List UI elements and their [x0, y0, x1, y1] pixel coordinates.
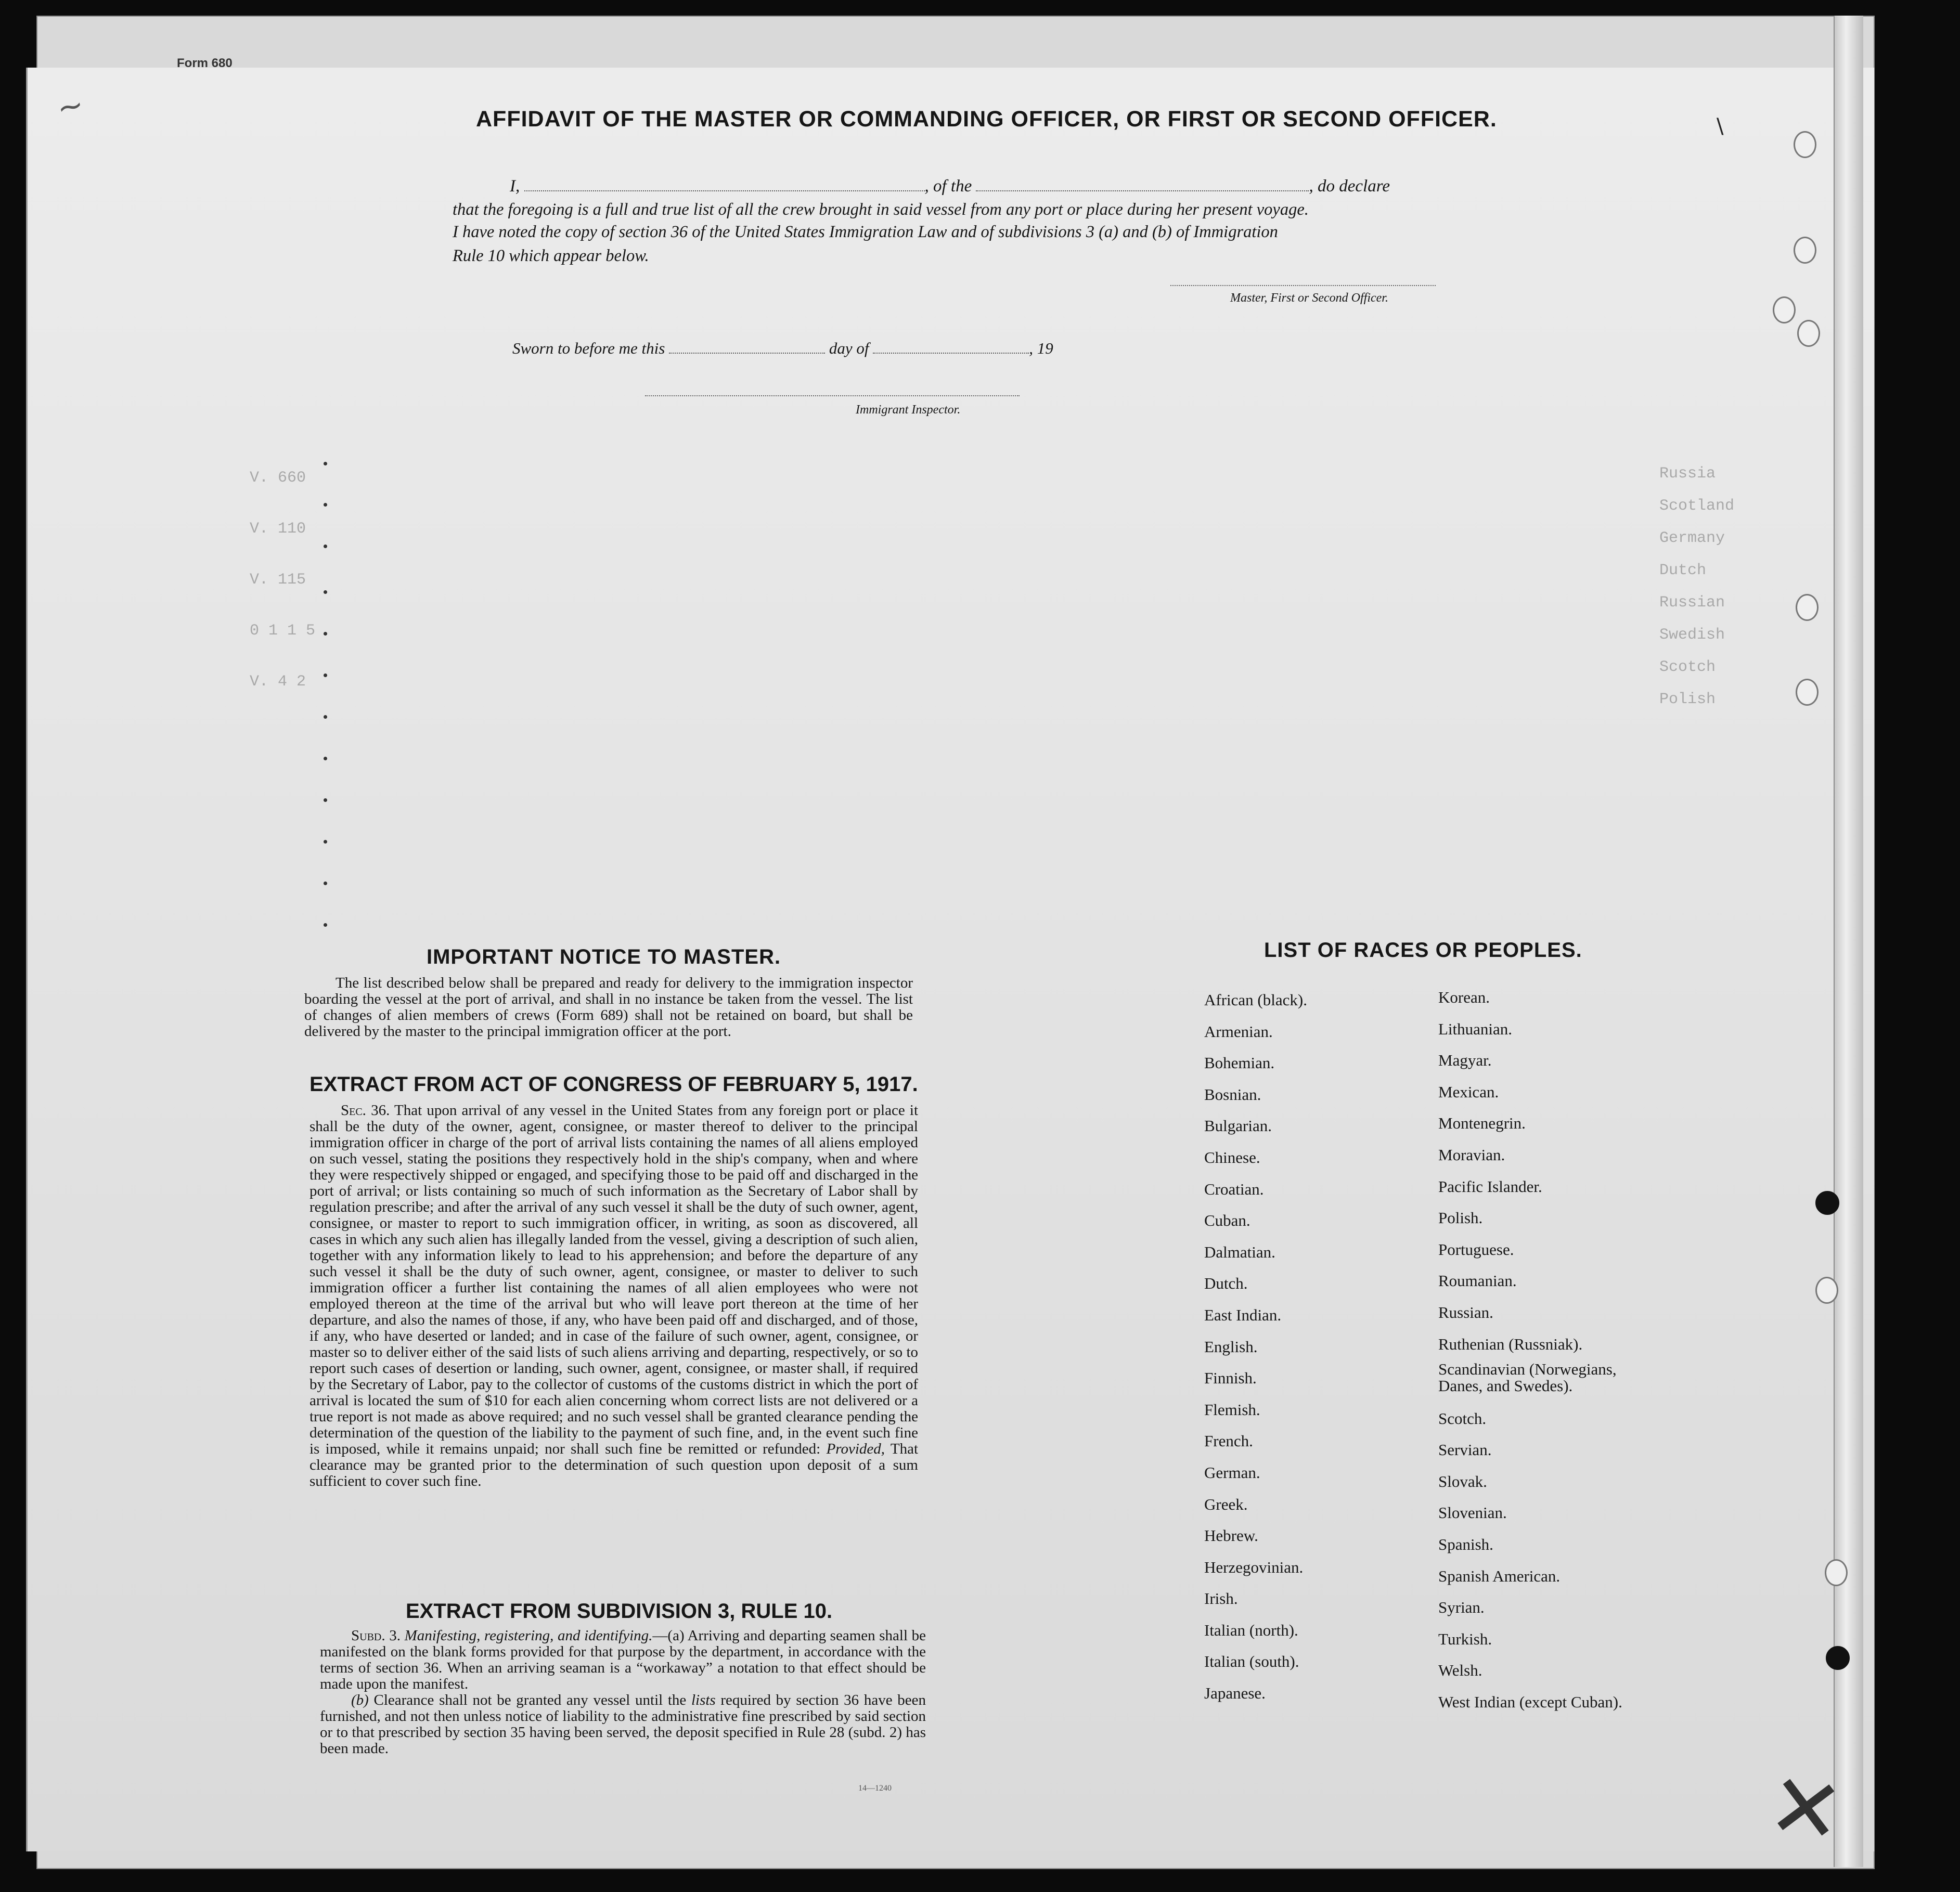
name-blank: [524, 179, 925, 191]
month-blank: [873, 341, 1029, 354]
race-item: Croatian.: [1204, 1180, 1264, 1198]
declaration-line-1: [510, 177, 1390, 196]
races-heading: LIST OF RACES OR PEOPLES.: [1264, 939, 1582, 962]
race-item: Irish.: [1204, 1589, 1238, 1608]
tick-mark: \: [1717, 114, 1724, 138]
race-item: Spanish American.: [1438, 1566, 1561, 1585]
punch-hole: [1815, 1191, 1839, 1215]
page-edge: [1834, 16, 1863, 1867]
race-item: Korean.: [1438, 988, 1490, 1006]
punch-hole: [1796, 594, 1819, 621]
race-item: Bohemian.: [1204, 1054, 1275, 1072]
notice-paragraph: The list described below shall be prepared and ready for delivery to the immigration inspector boarding the vessel at the port of arrival, and shall in no instance be taken from the vessel. The list of changes of alien members of crews (Form 689) shall not be retained on board, but shall be delivered by the master to the principal immigration officer at the port.: [304, 975, 913, 1040]
race-item: Armenian.: [1204, 1022, 1273, 1041]
race-item: Cuban.: [1204, 1211, 1250, 1230]
punch-hole: [1826, 1646, 1850, 1670]
show-through-word: Russian: [1659, 594, 1725, 612]
show-through-code: V. 660: [250, 469, 306, 487]
race-item: West Indian (except Cuban).: [1438, 1692, 1622, 1711]
race-item: Servian.: [1438, 1441, 1492, 1459]
races-left-column: [1204, 991, 1307, 1716]
vessel-blank: [976, 179, 1309, 191]
punch-hole: [1794, 237, 1816, 264]
race-item: East Indian.: [1204, 1305, 1282, 1324]
show-through-right: [1659, 458, 1734, 716]
show-through-word: Russia: [1659, 465, 1716, 483]
section-36-paragraph: [310, 1103, 918, 1489]
race-item: Lithuanian.: [1438, 1019, 1513, 1038]
punch-hole: [1796, 679, 1819, 706]
race-item: Ruthenian (Russniak).: [1438, 1334, 1583, 1353]
x-mark: ✕: [1761, 1753, 1850, 1865]
show-through-code: V. 110: [250, 520, 306, 538]
inspector-caption: Immigrant Inspector.: [856, 403, 961, 417]
dot: [324, 545, 327, 548]
lists-word: lists: [691, 1692, 716, 1708]
date-blank: [669, 341, 825, 354]
section-36-text-end: That clearance may be granted prior to the determination of such question upon deposit of a sum sufficient to cover such fine.: [310, 1441, 919, 1489]
punch-hole: [1797, 320, 1820, 347]
show-through-word: Dutch: [1659, 562, 1707, 579]
sworn-label: Sworn to before me this: [512, 339, 665, 357]
rule-extract-text: [320, 1628, 926, 1757]
race-item: Magyar.: [1438, 1051, 1492, 1070]
race-item: Montenegrin.: [1438, 1114, 1526, 1133]
dot: [324, 503, 327, 507]
race-item: Italian (north).: [1204, 1621, 1298, 1639]
race-item: Italian (south).: [1204, 1652, 1299, 1671]
punch-hole: [1794, 131, 1816, 158]
sworn-line: [512, 339, 1053, 358]
declaration-line-4: Rule 10 which appear below.: [453, 247, 649, 265]
race-item: Syrian.: [1438, 1598, 1485, 1617]
declaration-line-2: that the foregoing is a full and true list of all the crew brought in said vessel from any port or place during her present voyage.: [453, 200, 1309, 219]
declaration-i: I,: [510, 177, 520, 196]
race-item: Pacific Islander.: [1438, 1177, 1542, 1196]
dot: [324, 462, 327, 465]
race-item: Portuguese.: [1438, 1240, 1514, 1259]
signature-line: [1170, 285, 1436, 286]
provided-label: Provided,: [826, 1441, 885, 1457]
print-code: 14—1240: [858, 1784, 892, 1793]
affidavit-heading: AFFIDAVIT OF THE MASTER OR COMMANDING OFFICER, OR FIRST OR SECOND OFFICER.: [476, 107, 1497, 132]
race-item: French.: [1204, 1432, 1253, 1450]
subd-3a-paragraph: [320, 1628, 926, 1692]
section-label: Sec. 36.: [341, 1102, 390, 1119]
dot: [324, 923, 327, 927]
declaration-line-3: I have noted the copy of section 36 of the United States Immigration Law and of subdivisions 3 (a) and (b) of Immigration: [453, 223, 1278, 241]
act-extract-text: [310, 1103, 918, 1489]
race-item: Slovenian.: [1438, 1504, 1507, 1522]
race-item: Moravian.: [1438, 1145, 1505, 1164]
punch-hole: [1773, 296, 1796, 323]
show-through-code: V. 4 2: [250, 673, 306, 691]
dot: [324, 882, 327, 885]
show-through-word: Scotch: [1659, 658, 1716, 676]
dot: [324, 590, 327, 594]
race-item: Chinese.: [1204, 1148, 1260, 1167]
subd-label: Subd. 3.: [351, 1627, 401, 1644]
year-label: , 19: [1029, 339, 1053, 357]
race-item: Russian.: [1438, 1303, 1493, 1321]
race-item: Polish.: [1438, 1209, 1483, 1227]
dot: [324, 632, 327, 636]
subd-3a-text: —(a) Arriving and departing seamen shall be manifested on the blank forms provided for that purpose by the department, in accordance with the terms of section 36. When an arriving seaman is a “workaway” a notation to that effect should be made upon the manifest.: [320, 1627, 926, 1692]
race-item: Japanese.: [1204, 1684, 1266, 1703]
show-through-word: Scotland: [1659, 497, 1735, 515]
signature-caption: Master, First or Second Officer.: [1230, 291, 1388, 305]
act-extract-heading: EXTRACT FROM ACT OF CONGRESS OF FEBRUARY 5, 1917.: [310, 1073, 918, 1096]
race-item: Flemish.: [1204, 1400, 1260, 1419]
race-item: Hebrew.: [1204, 1526, 1258, 1545]
race-item: Dalmatian.: [1204, 1242, 1275, 1261]
subd-3b-paragraph: [320, 1692, 926, 1757]
rule-extract-heading: EXTRACT FROM SUBDIVISION 3, RULE 10.: [406, 1600, 833, 1623]
punch-hole: [1815, 1277, 1838, 1304]
declare-label: , do declare: [1309, 177, 1390, 196]
inspector-signature-line: [645, 395, 1020, 396]
form-number: Form 680: [177, 56, 233, 70]
race-item: Dutch.: [1204, 1274, 1248, 1293]
of-the-label: , of the: [924, 177, 972, 196]
race-item: German.: [1204, 1463, 1260, 1482]
pencil-mark: ~: [54, 86, 87, 127]
show-through-word: Swedish: [1659, 626, 1725, 644]
subd-3b-text-2: required by section 36 have been furnished, and not then unless notice of liability to the administrative fine prescribed by said section or to that prescribed by section 35 having been served, the deposit specified in Rule 28 (subd. 2) has been made.: [320, 1692, 926, 1757]
show-through-code: V. 115: [250, 571, 306, 589]
notice-heading: IMPORTANT NOTICE TO MASTER.: [427, 945, 781, 968]
dot: [324, 798, 327, 802]
dot: [324, 840, 327, 844]
dot: [324, 757, 327, 760]
race-item: Welsh.: [1438, 1661, 1482, 1680]
races-right-column: [1438, 988, 1657, 1724]
race-item: Bulgarian.: [1204, 1117, 1272, 1135]
race-item: Greek.: [1204, 1495, 1248, 1513]
show-through-left: [250, 452, 315, 707]
section-36-text: That upon arrival of any vessel in the United States from any foreign port or place it shall be the duty of the owner, agent, consignee, or master thereof to deliver to the principal immigration officer in charge of the port of arrival lists containing the names of all aliens employed on such vessel, stating the positions they respectively hold in the ship's company, when and where they were respectively shipped or engaged, and specifying those to be paid off and discharged in the port of arrival; or lists containing so much of such information as the Secretary of Labor shall by regulation prescribe; and after the arrival of any such vessel it shall be the duty of such owner, agent, consignee, or master to report to such immigration officer, in writing, as soon as discovered, all cases in which any such alien has illegally landed from the vessel, giving a description of such alien, together with any information likely to lead to his apprehension; and before the departure of any such vessel it shall be the duty of such owner, agent, consignee, or master to deliver to such immigration officer a further list containing the names of all alien employees who were not employed thereon at the time of the arrival but who will leave port thereon at the time of her departure, and also the names of those, if any, who have been paid off and discharged, and of those, if any, who have deserted or landed; and in case of the failure of such owner, agent, consignee, or master so to deliver either of the said lists of such aliens arriving and departing, respectively, or so to report such cases of desertion or landing, such owner, agent, consignee, or master shall, if required by the Secretary of Labor, pay to the collector of customs of the customs district in which the port of arrival is located the sum of $10 for each alien concerning whom correct lists are not delivered or a true report is not made as above required; and no such vessel shall be granted clearance pending the determination of the question of the liability to the payment of such fine, and, in the event such fine is imposed, while it remains unpaid; nor shall such fine be remitted or refunded:: [310, 1102, 919, 1457]
race-item: Spanish.: [1438, 1535, 1493, 1553]
punch-hole: [1825, 1559, 1848, 1586]
dot: [324, 673, 327, 677]
race-item: Herzegovinian.: [1204, 1558, 1304, 1576]
notice-text: [304, 975, 913, 1040]
race-item: Scotch.: [1438, 1409, 1487, 1428]
dot: [324, 715, 327, 719]
race-item: Roumanian.: [1438, 1272, 1517, 1290]
show-through-word: Polish: [1659, 691, 1716, 708]
race-item: African (black).: [1204, 991, 1307, 1009]
subd-b-label: (b): [351, 1692, 369, 1708]
race-item: Turkish.: [1438, 1629, 1492, 1648]
race-item: English.: [1204, 1337, 1258, 1356]
show-through-code: 0 1 1 5: [250, 622, 316, 640]
race-item: Mexican.: [1438, 1082, 1499, 1101]
subd-title: Manifesting, registering, and identifying.: [404, 1627, 653, 1644]
race-item: Finnish.: [1204, 1369, 1257, 1388]
subd-3b-text-1: Clearance shall not be granted any vessel until the: [373, 1692, 687, 1708]
show-through-word: Germany: [1659, 529, 1725, 547]
race-item: Slovak.: [1438, 1472, 1487, 1491]
day-of-label: day of: [829, 339, 869, 357]
race-item: Scandinavian (Norwegians, Danes, and Swedes).: [1438, 1359, 1617, 1395]
race-item: Bosnian.: [1204, 1085, 1261, 1104]
